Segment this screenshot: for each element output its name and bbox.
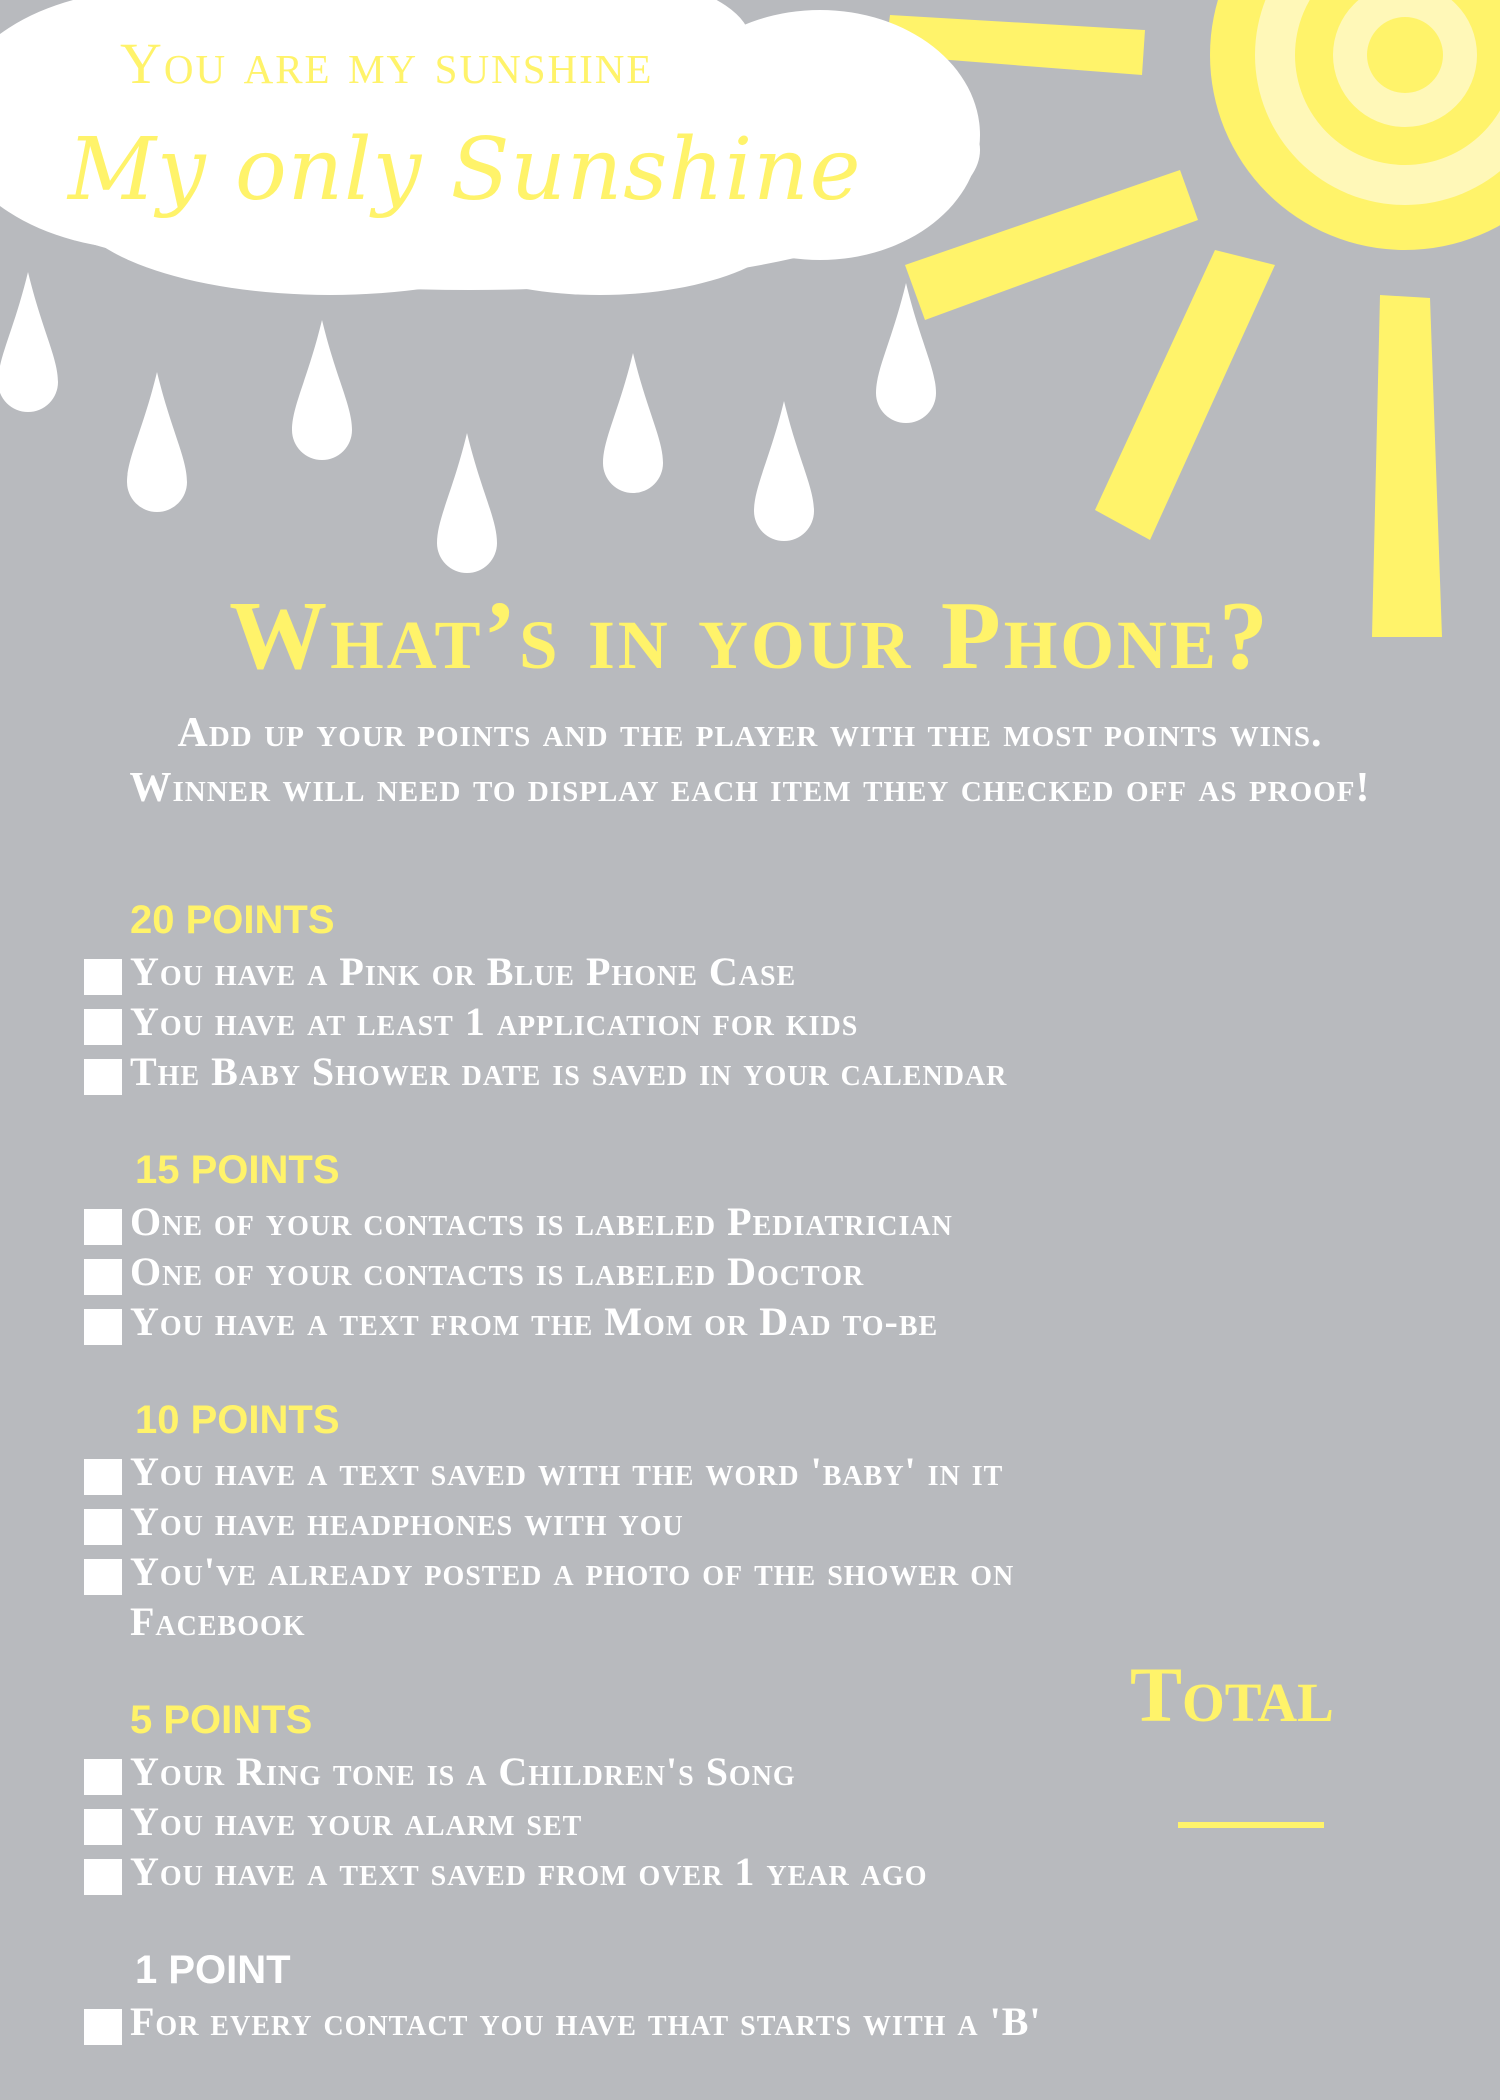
raindrop-icon	[437, 433, 497, 573]
checklist-item-label: You have your alarm set	[130, 1799, 583, 1844]
checklist-item-continuation	[84, 1597, 1264, 1647]
checklist-item[interactable]	[84, 997, 1264, 1047]
checklist-item[interactable]	[84, 1997, 1264, 2047]
section-heading-10-points: 10 POINTS	[135, 1398, 340, 1442]
checkbox-icon[interactable]	[84, 1509, 122, 1545]
checkbox-icon[interactable]	[84, 1859, 122, 1895]
checklist-item-label: You have a Pink or Blue Phone Case	[130, 949, 797, 994]
checkbox-icon[interactable]	[84, 1309, 122, 1345]
checklist-item-label: You have a text saved with the word 'baby' in it	[130, 1449, 1004, 1494]
checklist-item[interactable]	[84, 1197, 1264, 1247]
checklist-item[interactable]	[84, 1497, 1264, 1547]
checklist-item[interactable]	[84, 1447, 1264, 1497]
checklist-item-label: You have at least 1 application for kids	[130, 999, 859, 1044]
raindrop-icon	[754, 401, 814, 541]
checkbox-icon[interactable]	[84, 1009, 122, 1045]
checklist-item[interactable]	[84, 1297, 1264, 1347]
raindrops	[0, 272, 936, 573]
sun-icon	[1210, 0, 1500, 250]
checklist-item[interactable]	[84, 947, 1264, 997]
game-title: What’s in your Phone?	[229, 582, 1271, 690]
raindrop-icon	[292, 320, 352, 460]
checklist-item-label: You have headphones with you	[130, 1499, 684, 1544]
checkbox-icon[interactable]	[84, 1459, 122, 1495]
sun-ray	[1095, 250, 1275, 540]
cloud-script-tagline: My only Sunshine	[68, 120, 862, 220]
checklist-item[interactable]	[84, 1747, 1264, 1797]
total-blank-line[interactable]	[1178, 1822, 1324, 1828]
raindrop-icon	[0, 272, 58, 412]
checklist-item[interactable]	[84, 1247, 1264, 1297]
checkbox-icon[interactable]	[84, 1209, 122, 1245]
checklist-item-label: Your Ring tone is a Children's Song	[130, 1749, 796, 1794]
checklist-item-label: One of your contacts is labeled Doctor	[130, 1249, 865, 1294]
checkbox-icon[interactable]	[84, 1809, 122, 1845]
checklist-item-label: One of your contacts is labeled Pediatrician	[130, 1199, 953, 1244]
checkbox-icon[interactable]	[84, 1759, 122, 1795]
checkbox-icon[interactable]	[84, 2009, 122, 2045]
checklist-item-label: For every contact you have that starts with a 'B'	[130, 1999, 1042, 2044]
checklist-item-label: You have a text from the Mom or Dad to-be	[130, 1299, 939, 1344]
section-heading-1-point: 1 POINT	[135, 1948, 291, 1992]
checklist-item-label: You've already posted a photo of the shower on	[130, 1549, 1015, 1594]
checklist-item[interactable]	[84, 1047, 1264, 1097]
checkbox-icon[interactable]	[84, 1059, 122, 1095]
checkbox-icon[interactable]	[84, 959, 122, 995]
checklist-item-label: The Baby Shower date is saved in your calendar	[130, 1049, 1008, 1094]
checklist-item[interactable]	[84, 1847, 1264, 1897]
checklist-item-label: Facebook	[130, 1599, 306, 1644]
instructions: Add up your points and the player with the most points wins. Winner will need to display each item they checked off as proof!	[129, 710, 1371, 811]
section-heading-20-points: 20 POINTS	[130, 898, 335, 942]
total-label: Total	[1130, 1651, 1334, 1738]
checklist-item[interactable]	[84, 1797, 1264, 1847]
raindrop-icon	[127, 372, 187, 512]
section-heading-5-points: 5 POINTS	[130, 1698, 313, 1742]
checklist-item-label: You have a text saved from over 1 year ago	[130, 1849, 928, 1894]
checkbox-icon[interactable]	[84, 1559, 122, 1595]
cloud-tagline: You are my sunshine	[120, 31, 654, 96]
section-heading-15-points: 15 POINTS	[135, 1148, 340, 1192]
raindrop-icon	[603, 353, 663, 493]
checklist-item[interactable]	[84, 1547, 1264, 1597]
checkbox-icon[interactable]	[84, 1259, 122, 1295]
